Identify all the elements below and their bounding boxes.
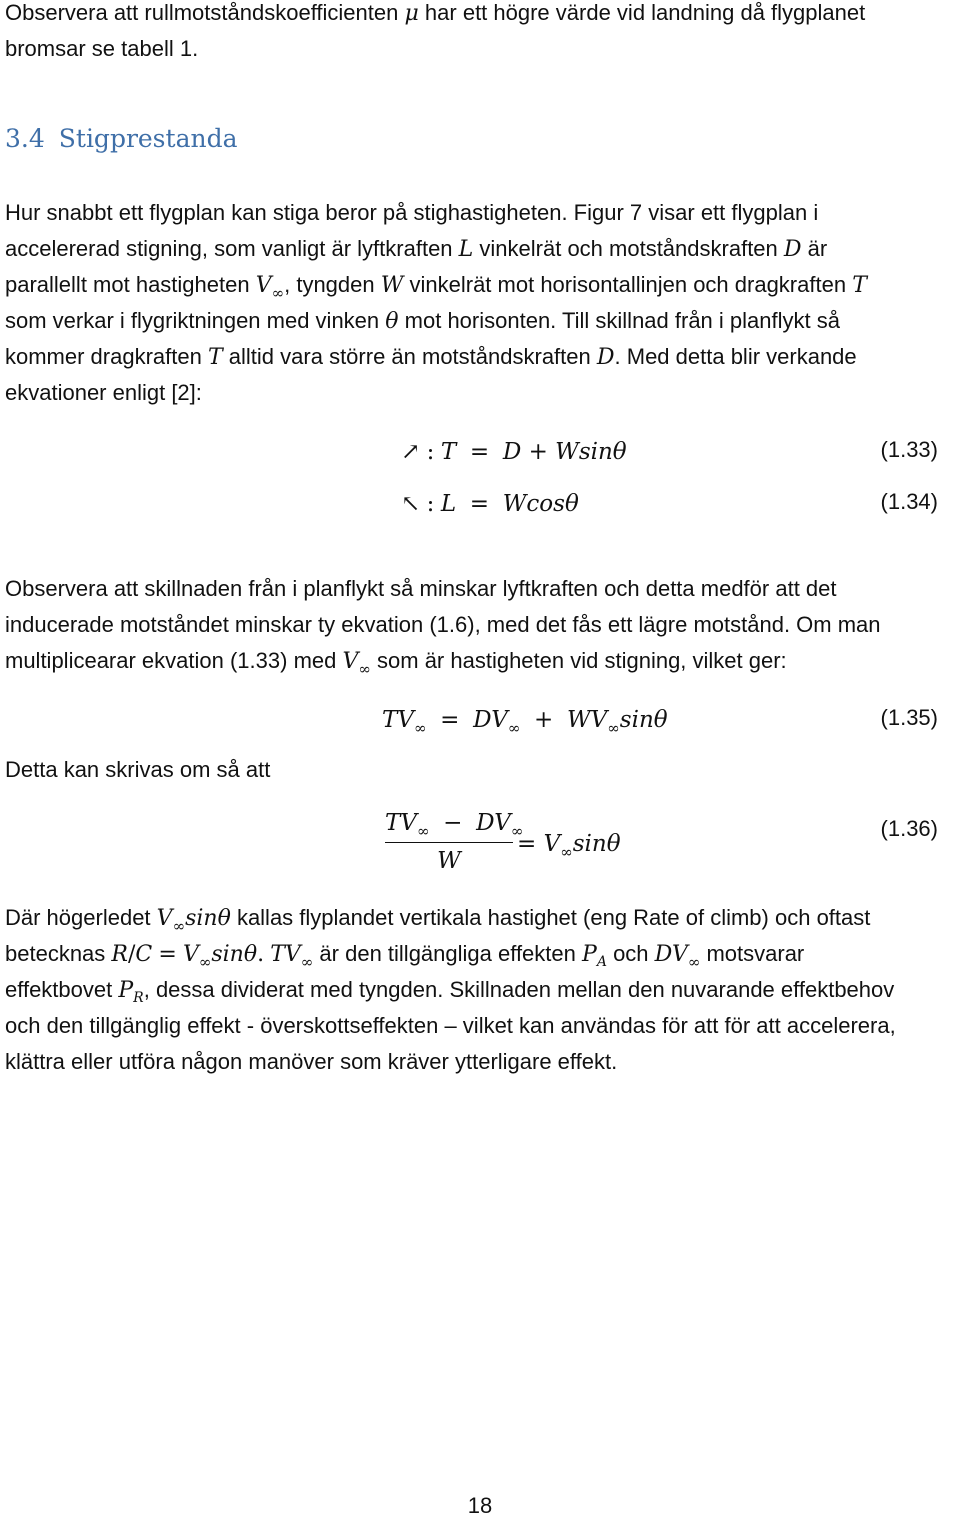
equation-1-34: ↖ : L = Wcosθ [401, 491, 579, 517]
para2-line-3: multiplicearar ekvation (1.33) med $V_\infty$ som är hastigheten vid stigning, vilket ger: [5, 648, 787, 678]
para1-line-4: som verkar i flygriktningen med vinken θ mot horisonten. Till skillnad från i planflykt så [5, 308, 840, 334]
para3-line-2: betecknas $R/C = V_\infty\sin\theta$. $TV_\infty$ är den tillgängliga effekten $P_A$ och $DV_\infty$ motsvarar [5, 941, 805, 971]
section-title: Stigprestanda [58, 124, 238, 153]
equation-number-1-34: (1.34) [880, 489, 938, 514]
section-heading [5, 124, 237, 153]
equation-1-35: $TV_\infty = DV_\infty + WV_\infty\sin\theta$ [382, 707, 668, 737]
para3-line-1: Där högerledet $V_\infty\sin\theta$ kallas flyplandet vertikala hastighet (eng Rate of climb) och oftast [5, 905, 871, 935]
para1-line-2: accelererad stigning, som vanligt är lyftkraften L vinkelrät och motståndskraften D är [5, 236, 828, 262]
para3-line-4: och den tillgänglig effekt - överskottseffekten – vilket kan användas för att för att accelerera, [5, 1013, 896, 1038]
para2-line-2: inducerade motståndet minskar ty ekvation (1.6), med det fås ett lägre motstånd. Om man [5, 612, 881, 637]
rewrite-text: Detta kan skrivas om så att [5, 757, 271, 782]
fraction-denominator: W [437, 848, 461, 874]
equation-number-1-35: (1.35) [880, 705, 938, 730]
intro-line-2: bromsar se tabell 1. [5, 36, 199, 61]
para3-line-5: klättra eller utföra någon manöver som kräver ytterligare effekt. [5, 1049, 618, 1074]
para1-line-1: Hur snabbt ett flygplan kan stiga beror på stighastigheten. Figur 7 visar ett flygplan i [5, 200, 819, 225]
page-number: 18 [467, 1493, 493, 1518]
para1-line-3: parallellt mot hastigheten $V_\infty$, tyngden W vinkelrät mot horisontallinjen och dragkraften T [5, 272, 867, 302]
para1-line-5: kommer dragkraften T alltid vara större än motståndskraften D. Med detta blir verkande [5, 344, 857, 370]
para2-line-1: Observera att skillnaden från i planflykt så minskar lyftkraften och detta medför att det [5, 576, 837, 601]
section-number: 3.4 [5, 124, 45, 153]
fraction-bar [385, 842, 513, 843]
equation-number-1-33: (1.33) [880, 437, 938, 462]
equation-1-36-rhs: = $V_\infty\sin\theta$ [517, 831, 621, 861]
equation-number-1-36: (1.36) [880, 816, 938, 841]
equation-1-33: ↗ : T = D + Wsinθ [401, 439, 627, 465]
arrow-up-right-icon: ↗ [401, 439, 421, 465]
mu-symbol: μ [404, 1, 419, 26]
arrow-up-left-icon: ↖ [401, 491, 421, 517]
intro-line-1: Observera att rullmotståndskoefficienten μ har ett högre värde vid landning då flygplanet [5, 0, 866, 26]
para1-line-6: ekvationer enligt [2]: [5, 380, 202, 405]
fraction-numerator: $TV_\infty - DV_\infty$ [385, 810, 524, 840]
equation-1-36-fraction [385, 806, 524, 876]
para3-line-3: effektbovet $P_R$, dessa dividerat med tyngden. Skillnaden mellan den nuvarande effektbehov [5, 977, 895, 1006]
